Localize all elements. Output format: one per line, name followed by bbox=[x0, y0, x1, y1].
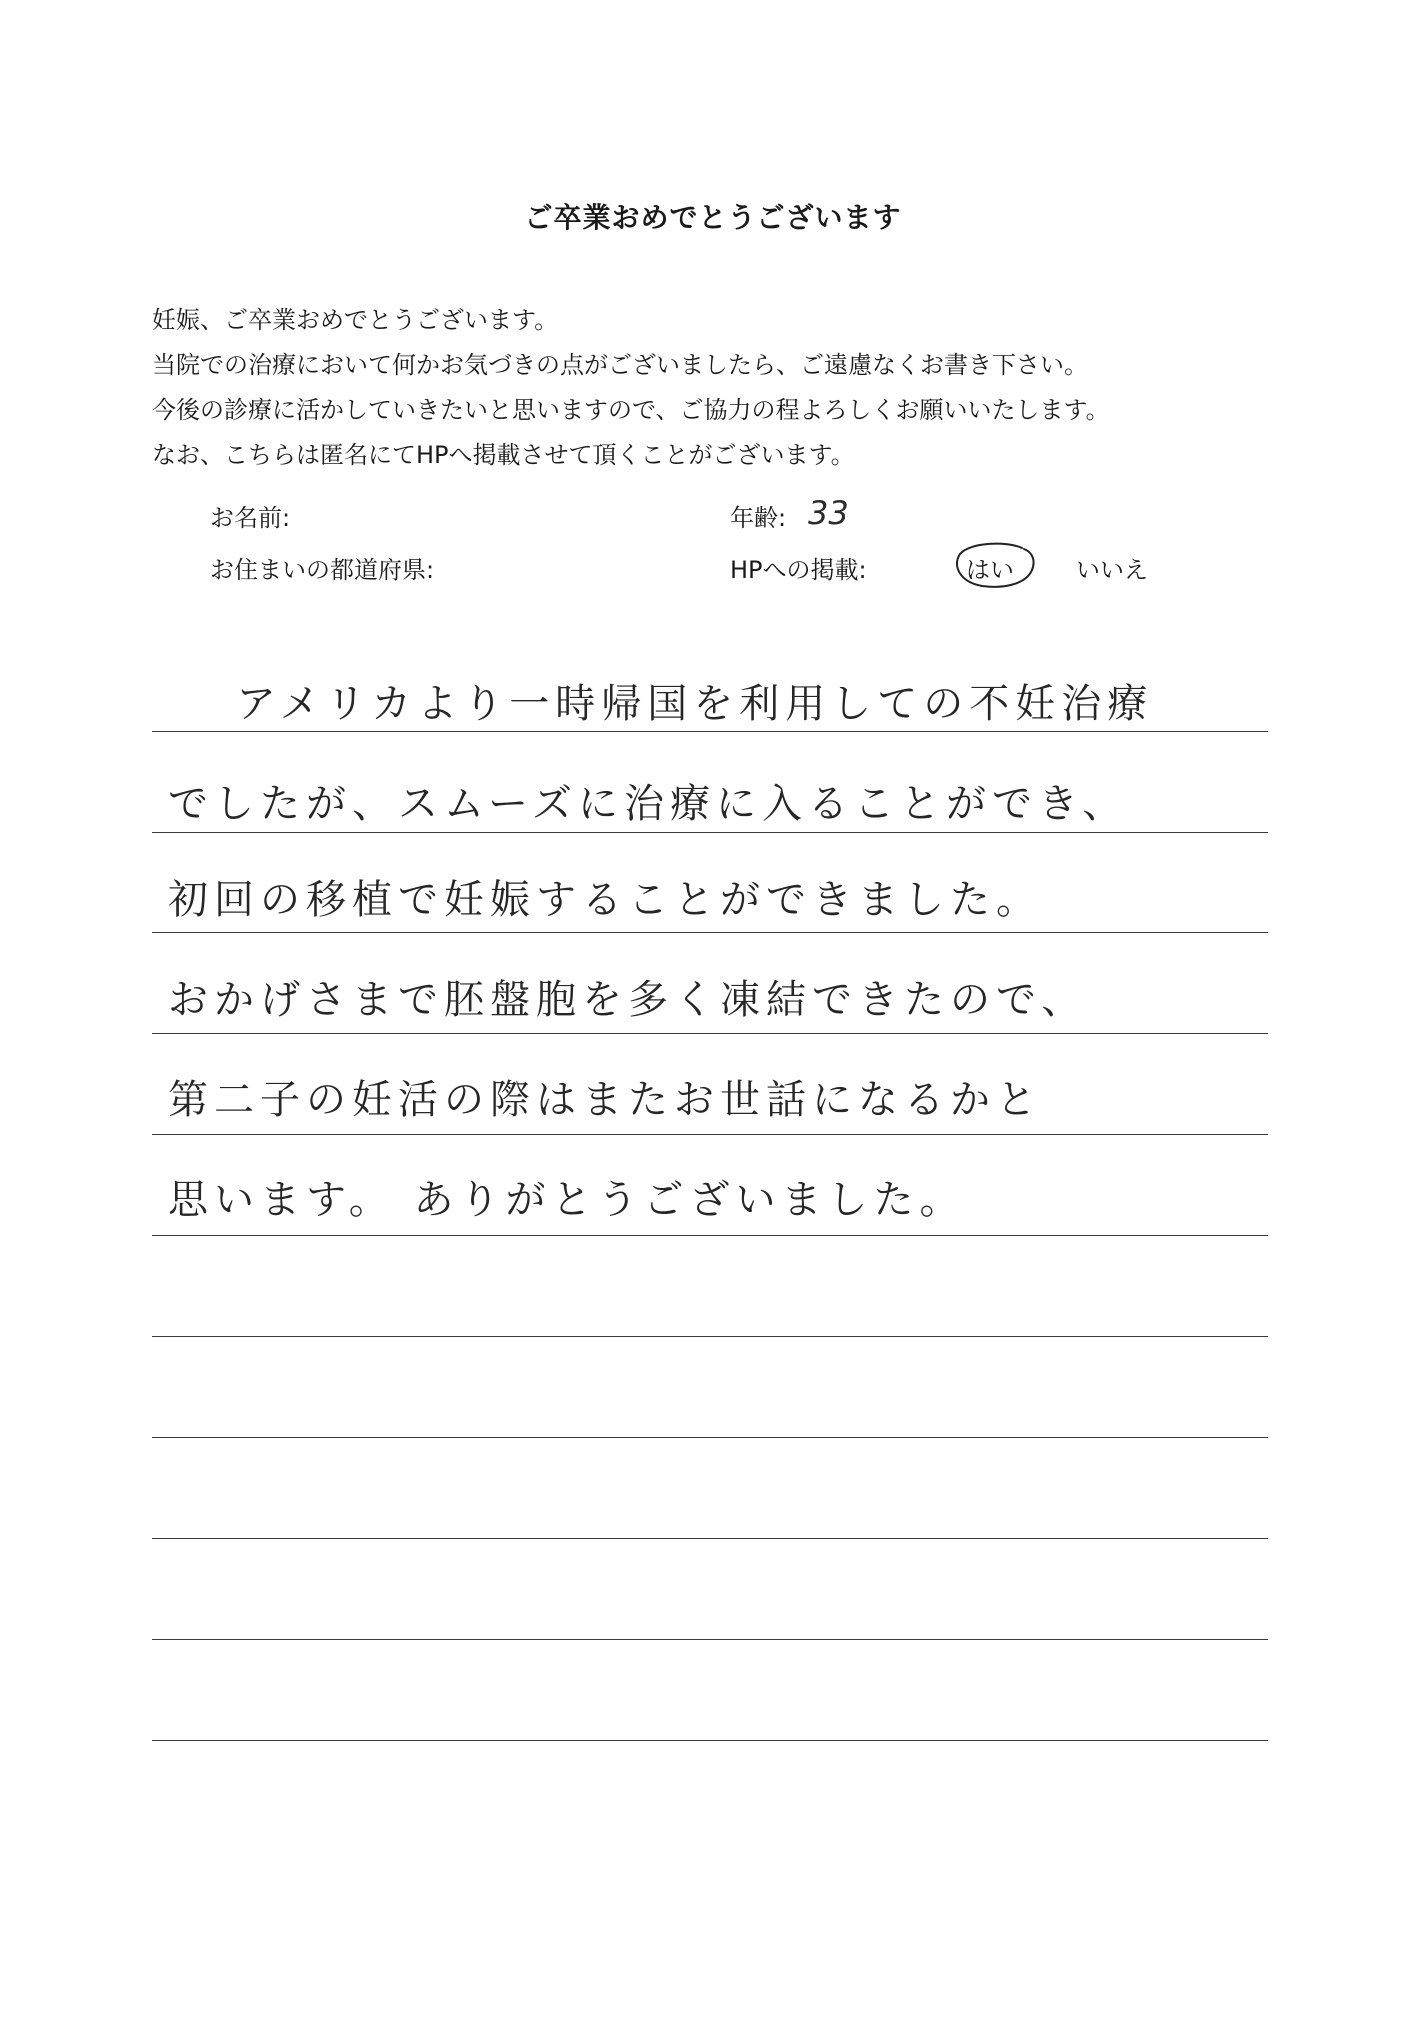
hp-yes-option[interactable]: はい bbox=[966, 556, 1014, 584]
ruled-line bbox=[152, 1639, 1268, 1640]
ruled-line bbox=[152, 932, 1268, 933]
ruled-line bbox=[152, 1437, 1268, 1438]
comment-line: 思います。 ありがとうございました。 bbox=[168, 1177, 966, 1223]
comment-line: おかげさまで胚盤胞を多く凍結できたので、 bbox=[168, 977, 1088, 1023]
ruled-line bbox=[152, 1033, 1268, 1034]
comment-line: でしたが、スムーズに治療に入ることができ、 bbox=[168, 781, 1129, 827]
name-label: お名前: bbox=[210, 504, 291, 532]
intro-line: 当院での治療において何かお気づきの点がございましたら、ご遠慮なくお書き下さい。 bbox=[152, 351, 1088, 379]
ruled-line bbox=[152, 1740, 1268, 1741]
ruled-line bbox=[152, 1538, 1268, 1539]
intro-line: 今後の診療に活かしていきたいと思いますので、ご協力の程よろしくお願いいたします。 bbox=[152, 396, 1110, 424]
ruled-line bbox=[152, 1134, 1268, 1135]
ruled-line bbox=[152, 1336, 1268, 1337]
intro-text bbox=[152, 298, 1312, 478]
page-title: ご卒業おめでとうございます bbox=[524, 201, 902, 234]
selection-circle-icon bbox=[952, 540, 1036, 590]
intro-line: なお、こちらは匿名にてHPへ掲載させて頂くことがございます。 bbox=[152, 441, 855, 469]
age-label: 年齢: bbox=[730, 504, 787, 532]
comment-line: アメリカより一時帰国を利用しての不妊治療 bbox=[236, 681, 1154, 727]
comment-line: 初回の移植で妊娠することができました。 bbox=[168, 877, 1042, 923]
ruled-line bbox=[152, 832, 1268, 833]
ruled-line bbox=[152, 1235, 1268, 1236]
intro-line: 妊娠、ご卒業おめでとうございます。 bbox=[152, 306, 559, 334]
hp-no-option[interactable]: いいえ bbox=[1076, 556, 1148, 584]
prefecture-label: お住まいの都道府県: bbox=[210, 556, 435, 584]
ruled-line bbox=[152, 731, 1268, 732]
age-value: 33 bbox=[808, 494, 849, 532]
hp-publish-label: HPへの掲載: bbox=[730, 556, 867, 584]
comment-line: 第二子の妊活の際はまたお世話になるかと bbox=[168, 1077, 1042, 1123]
